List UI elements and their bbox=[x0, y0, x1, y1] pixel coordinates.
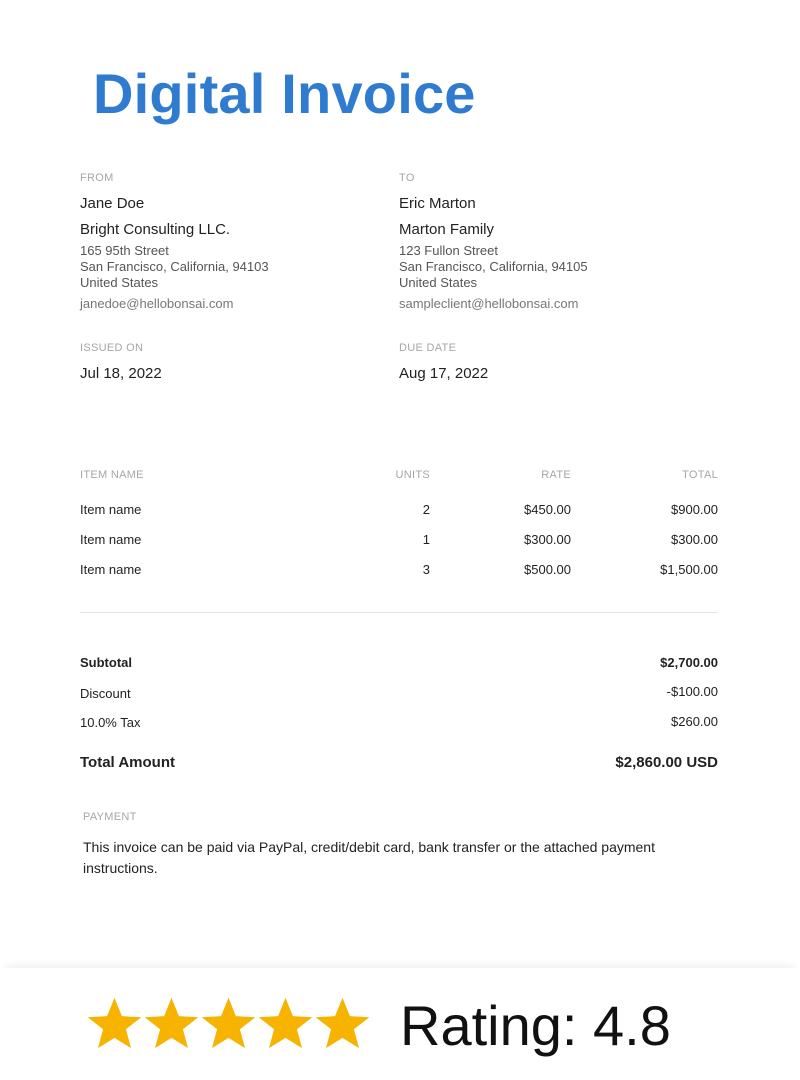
from-street: 165 95th Street bbox=[80, 243, 169, 258]
col-header-units: UNITS bbox=[395, 469, 430, 481]
row-total: $300.00 bbox=[671, 532, 718, 547]
from-email: janedoe@hellobonsai.com bbox=[80, 296, 234, 311]
subtotal-label: Subtotal bbox=[80, 655, 132, 670]
discount-label: Discount bbox=[80, 686, 131, 701]
from-country: United States bbox=[80, 275, 159, 290]
from-company: Bright Consulting LLC. bbox=[80, 221, 231, 238]
issued-label: ISSUED ON bbox=[80, 342, 144, 354]
due-label: DUE DATE bbox=[399, 342, 457, 354]
row-units: 3 bbox=[422, 562, 430, 577]
issued-date: Jul 18, 2022 bbox=[80, 365, 162, 382]
page-title: Digital Invoice bbox=[93, 62, 476, 125]
col-header-total: TOTAL bbox=[682, 469, 718, 481]
from-city: San Francisco, California, 94103 bbox=[80, 259, 269, 274]
row-item-name: Item name bbox=[80, 532, 142, 547]
col-header-rate: RATE bbox=[541, 469, 571, 481]
row-item-name: Item name bbox=[80, 562, 142, 577]
row-units: 2 bbox=[422, 502, 430, 517]
col-header-item: ITEM NAME bbox=[80, 469, 144, 481]
star-icon bbox=[257, 990, 314, 1056]
to-email: sampleclient@hellobonsai.com bbox=[399, 296, 579, 311]
star-icon bbox=[86, 990, 143, 1056]
tax-value: $260.00 bbox=[671, 714, 718, 729]
to-company: Marton Family bbox=[399, 221, 495, 238]
table-divider bbox=[80, 612, 718, 613]
due-date: Aug 17, 2022 bbox=[399, 365, 489, 382]
from-name: Jane Doe bbox=[80, 195, 145, 212]
row-units: 1 bbox=[422, 532, 430, 547]
row-total: $1,500.00 bbox=[660, 562, 718, 577]
row-rate: $500.00 bbox=[524, 562, 571, 577]
payment-label: PAYMENT bbox=[83, 811, 137, 823]
to-street: 123 Fullon Street bbox=[399, 243, 499, 258]
discount-value: -$100.00 bbox=[666, 684, 718, 699]
to-name: Eric Marton bbox=[399, 195, 476, 212]
payment-instructions: This invoice can be paid via PayPal, credit/debit card, bank transfer or the attached payment instructions. bbox=[83, 839, 655, 876]
from-label: FROM bbox=[80, 172, 114, 184]
rating-text: Rating: 4.8 bbox=[400, 994, 671, 1057]
total-amount-value: $2,860.00 USD bbox=[615, 754, 718, 771]
row-rate: $450.00 bbox=[524, 502, 571, 517]
row-total: $900.00 bbox=[671, 502, 718, 517]
row-rate: $300.00 bbox=[524, 532, 571, 547]
to-city: San Francisco, California, 94105 bbox=[399, 259, 588, 274]
to-country: United States bbox=[399, 275, 478, 290]
to-label: TO bbox=[399, 172, 415, 184]
star-icon bbox=[200, 990, 257, 1056]
tax-label: 10.0% Tax bbox=[80, 715, 141, 730]
total-amount-label: Total Amount bbox=[80, 754, 175, 771]
row-item-name: Item name bbox=[80, 502, 142, 517]
star-icon bbox=[314, 990, 371, 1056]
star-icon bbox=[143, 990, 200, 1056]
subtotal-value: $2,700.00 bbox=[660, 655, 718, 670]
star-rating bbox=[86, 990, 371, 1056]
